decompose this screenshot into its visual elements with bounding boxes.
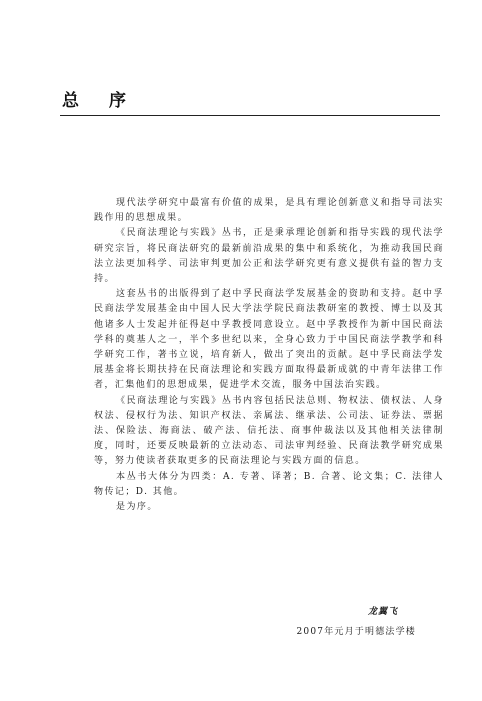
author-signature: 龙翼飞 <box>367 607 398 617</box>
preface-heading <box>60 91 440 113</box>
paragraph: 《民商法理论与实践》丛书内容包括民法总则、物权法、债权法、人身权法、侵权行为法、知识产权法、亲属法、继承法、公司法、证券法、票据法、保险法、海商法、破产法、信托法、商事仲裁法以及其他相关法律制度，同时，还要反映最新的立法动态、司法审判经验、民商法教学研究成果等，努力使读者获取更多的民商法理论与实践方面的信息。 <box>94 395 444 467</box>
signature-date-place: 2007年元月于明德法学楼 <box>296 627 416 637</box>
heading-divider <box>60 115 440 116</box>
paragraph: 《民商法理论与实践》丛书，正是秉承理论创新和指导实践的现代法学研究宗旨，将民商法研究的最新前沿成果的集中和系统化，为推动我国民商法立法更加科学、司法审判更加公正和法学研究更有意义提供有益的智力支持。 <box>94 228 444 285</box>
paragraph: 本丛书大体分为四类：A. 专著、译著；B. 合著、论文集；C. 法律人物传记；D. 其他。 <box>94 471 444 497</box>
paragraph: 现代法学研究中最富有价值的成果，是具有理论创新意义和指导司法实践作用的思想成果。 <box>94 198 444 224</box>
closing-paragraph: 是为序。 <box>116 502 158 513</box>
page-title: 总序 <box>62 91 156 111</box>
paragraph: 这套丛书的出版得到了赵中孚民商法学发展基金的资助和支持。赵中孚民商法学发展基金由中国人民大学法学院民商法教研室的教授、博士以及其他诸多人士发起并征得赵中孚教授同意设立。赵中孚教授作为新中国民商法学科的奠基人之一，半个多世纪以来，全身心致力于中国民商法学教学和科学研究工作，著书立说，培育新人，做出了突出的贡献。赵中孚民商法学发展基金将长期扶持在民商法理论和实践方面取得最新成就的中青年法律工作者，汇集他们的思想成果，促进学术交流，服务中国法治实践。 <box>94 289 444 391</box>
preface-body <box>94 196 444 515</box>
